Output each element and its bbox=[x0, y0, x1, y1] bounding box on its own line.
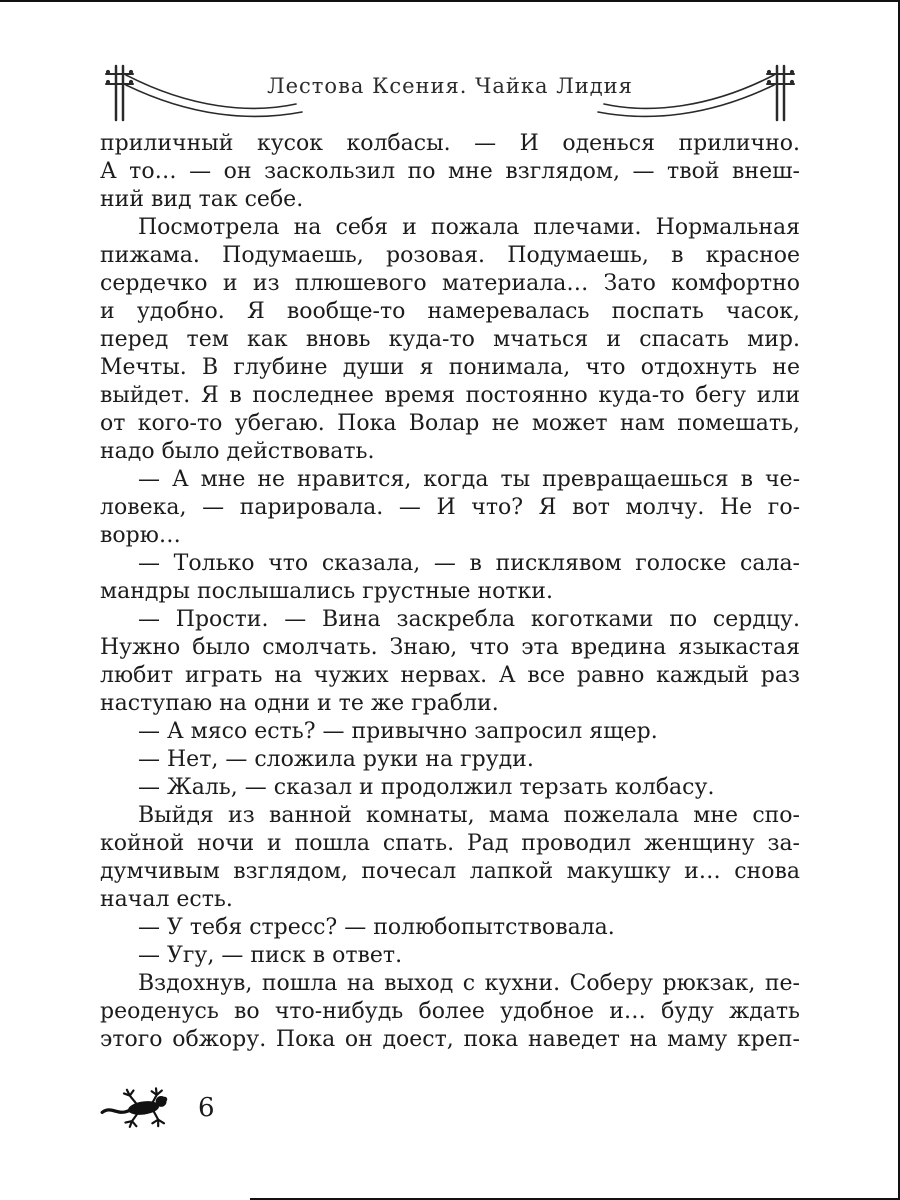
text-line: ворю… bbox=[100, 523, 181, 548]
text-line: А то… — он заскользил по мне взглядом, — твой внеш- bbox=[100, 159, 800, 184]
paragraph bbox=[100, 466, 800, 550]
paragraph bbox=[100, 606, 800, 718]
text-line: ний вид так себе. bbox=[100, 187, 304, 212]
paragraph bbox=[100, 970, 800, 1054]
text-line: — Прости. — Вина заскребла коготками по сердцу. bbox=[138, 607, 800, 632]
text-line: — Жаль, — сказал и продолжил терзать колбасу. bbox=[138, 775, 715, 800]
paragraph bbox=[100, 214, 800, 466]
text-line: приличный кусок колбасы. — И оденься прилично. bbox=[100, 131, 800, 156]
text-line: и удобно. Я вообще-то намеревалась поспать часок, bbox=[100, 299, 800, 324]
text-line: — Только что сказала, — в писклявом голоске сала- bbox=[138, 551, 800, 576]
text-line: — А мне не нравится, когда ты превращаешься в че- bbox=[138, 467, 800, 492]
page-header bbox=[100, 62, 800, 128]
paragraph bbox=[100, 802, 800, 914]
text-line: думчивым взглядом, почесал лапкой макушку и… снова bbox=[100, 859, 800, 884]
text-body bbox=[100, 130, 800, 1054]
paragraph bbox=[100, 550, 800, 606]
text-line: перед тем как вновь куда-то мчаться и спасать мир. bbox=[100, 327, 800, 352]
text-line: наступаю на одни и те же грабли. bbox=[100, 691, 499, 716]
text-line: — Угу, — писк в ответ. bbox=[138, 943, 403, 968]
text-line: Посмотрела на себя и пожала плечами. Нормальная bbox=[138, 215, 800, 240]
text-line: мандры послышались грустные нотки. bbox=[100, 579, 553, 604]
text-line: Выйдя из ванной комнаты, мама пожелала мне спо- bbox=[138, 803, 800, 828]
paragraph bbox=[100, 942, 800, 970]
page-number: 6 bbox=[198, 1093, 215, 1123]
page-footer bbox=[100, 1085, 215, 1131]
paragraph bbox=[100, 718, 800, 746]
lizard-icon bbox=[100, 1085, 180, 1131]
text-line: — А мясо есть? — привычно запросил ящер. bbox=[138, 719, 658, 744]
text-line: любит играть на чужих нервах. А все равно каждый раз bbox=[100, 663, 800, 688]
text-line: — Нет, — сложила руки на груди. bbox=[138, 747, 534, 772]
text-line: этого обжору. Пока он доест, пока наведет на маму креп- bbox=[100, 1027, 800, 1052]
paragraph bbox=[100, 774, 800, 802]
text-line: — У тебя стресс? — полюбопытствовала. bbox=[138, 915, 615, 940]
text-line: от кого-то убегаю. Пока Волар не может нам помешать, bbox=[100, 411, 800, 436]
scan-edge-top bbox=[0, 0, 900, 2]
text-line: пижама. Подумаешь, розовая. Подумаешь, в красное bbox=[100, 243, 800, 268]
text-line: начал есть. bbox=[100, 887, 233, 912]
text-line: выйдет. Я в последнее время постоянно куда-то бегу или bbox=[100, 383, 800, 408]
text-line: койной ночи и пошла спать. Рад проводил женщину за- bbox=[100, 831, 800, 856]
author-title: Лестова Ксения. Чайка Лидия bbox=[267, 74, 633, 98]
text-line: сердечко и из плюшевого материала… Зато комфортно bbox=[100, 271, 800, 296]
text-line: Нужно было смолчать. Знаю, что эта вредина языкастая bbox=[100, 635, 800, 660]
text-line: Мечты. В глубине души я понимала, что отдохнуть не bbox=[100, 355, 800, 380]
text-line: реоденусь во что-нибудь более удобное и… буду ждать bbox=[100, 999, 800, 1024]
paragraph bbox=[100, 914, 800, 942]
text-line: надо было действовать. bbox=[100, 439, 375, 464]
paragraph bbox=[100, 746, 800, 774]
text-line: ловека, — парировала. — И что? Я вот молчу. Не го- bbox=[100, 495, 800, 520]
paragraph bbox=[100, 130, 800, 214]
text-line: Вздохнув, пошла на выход с кухни. Соберу рюкзак, пе- bbox=[138, 971, 800, 996]
